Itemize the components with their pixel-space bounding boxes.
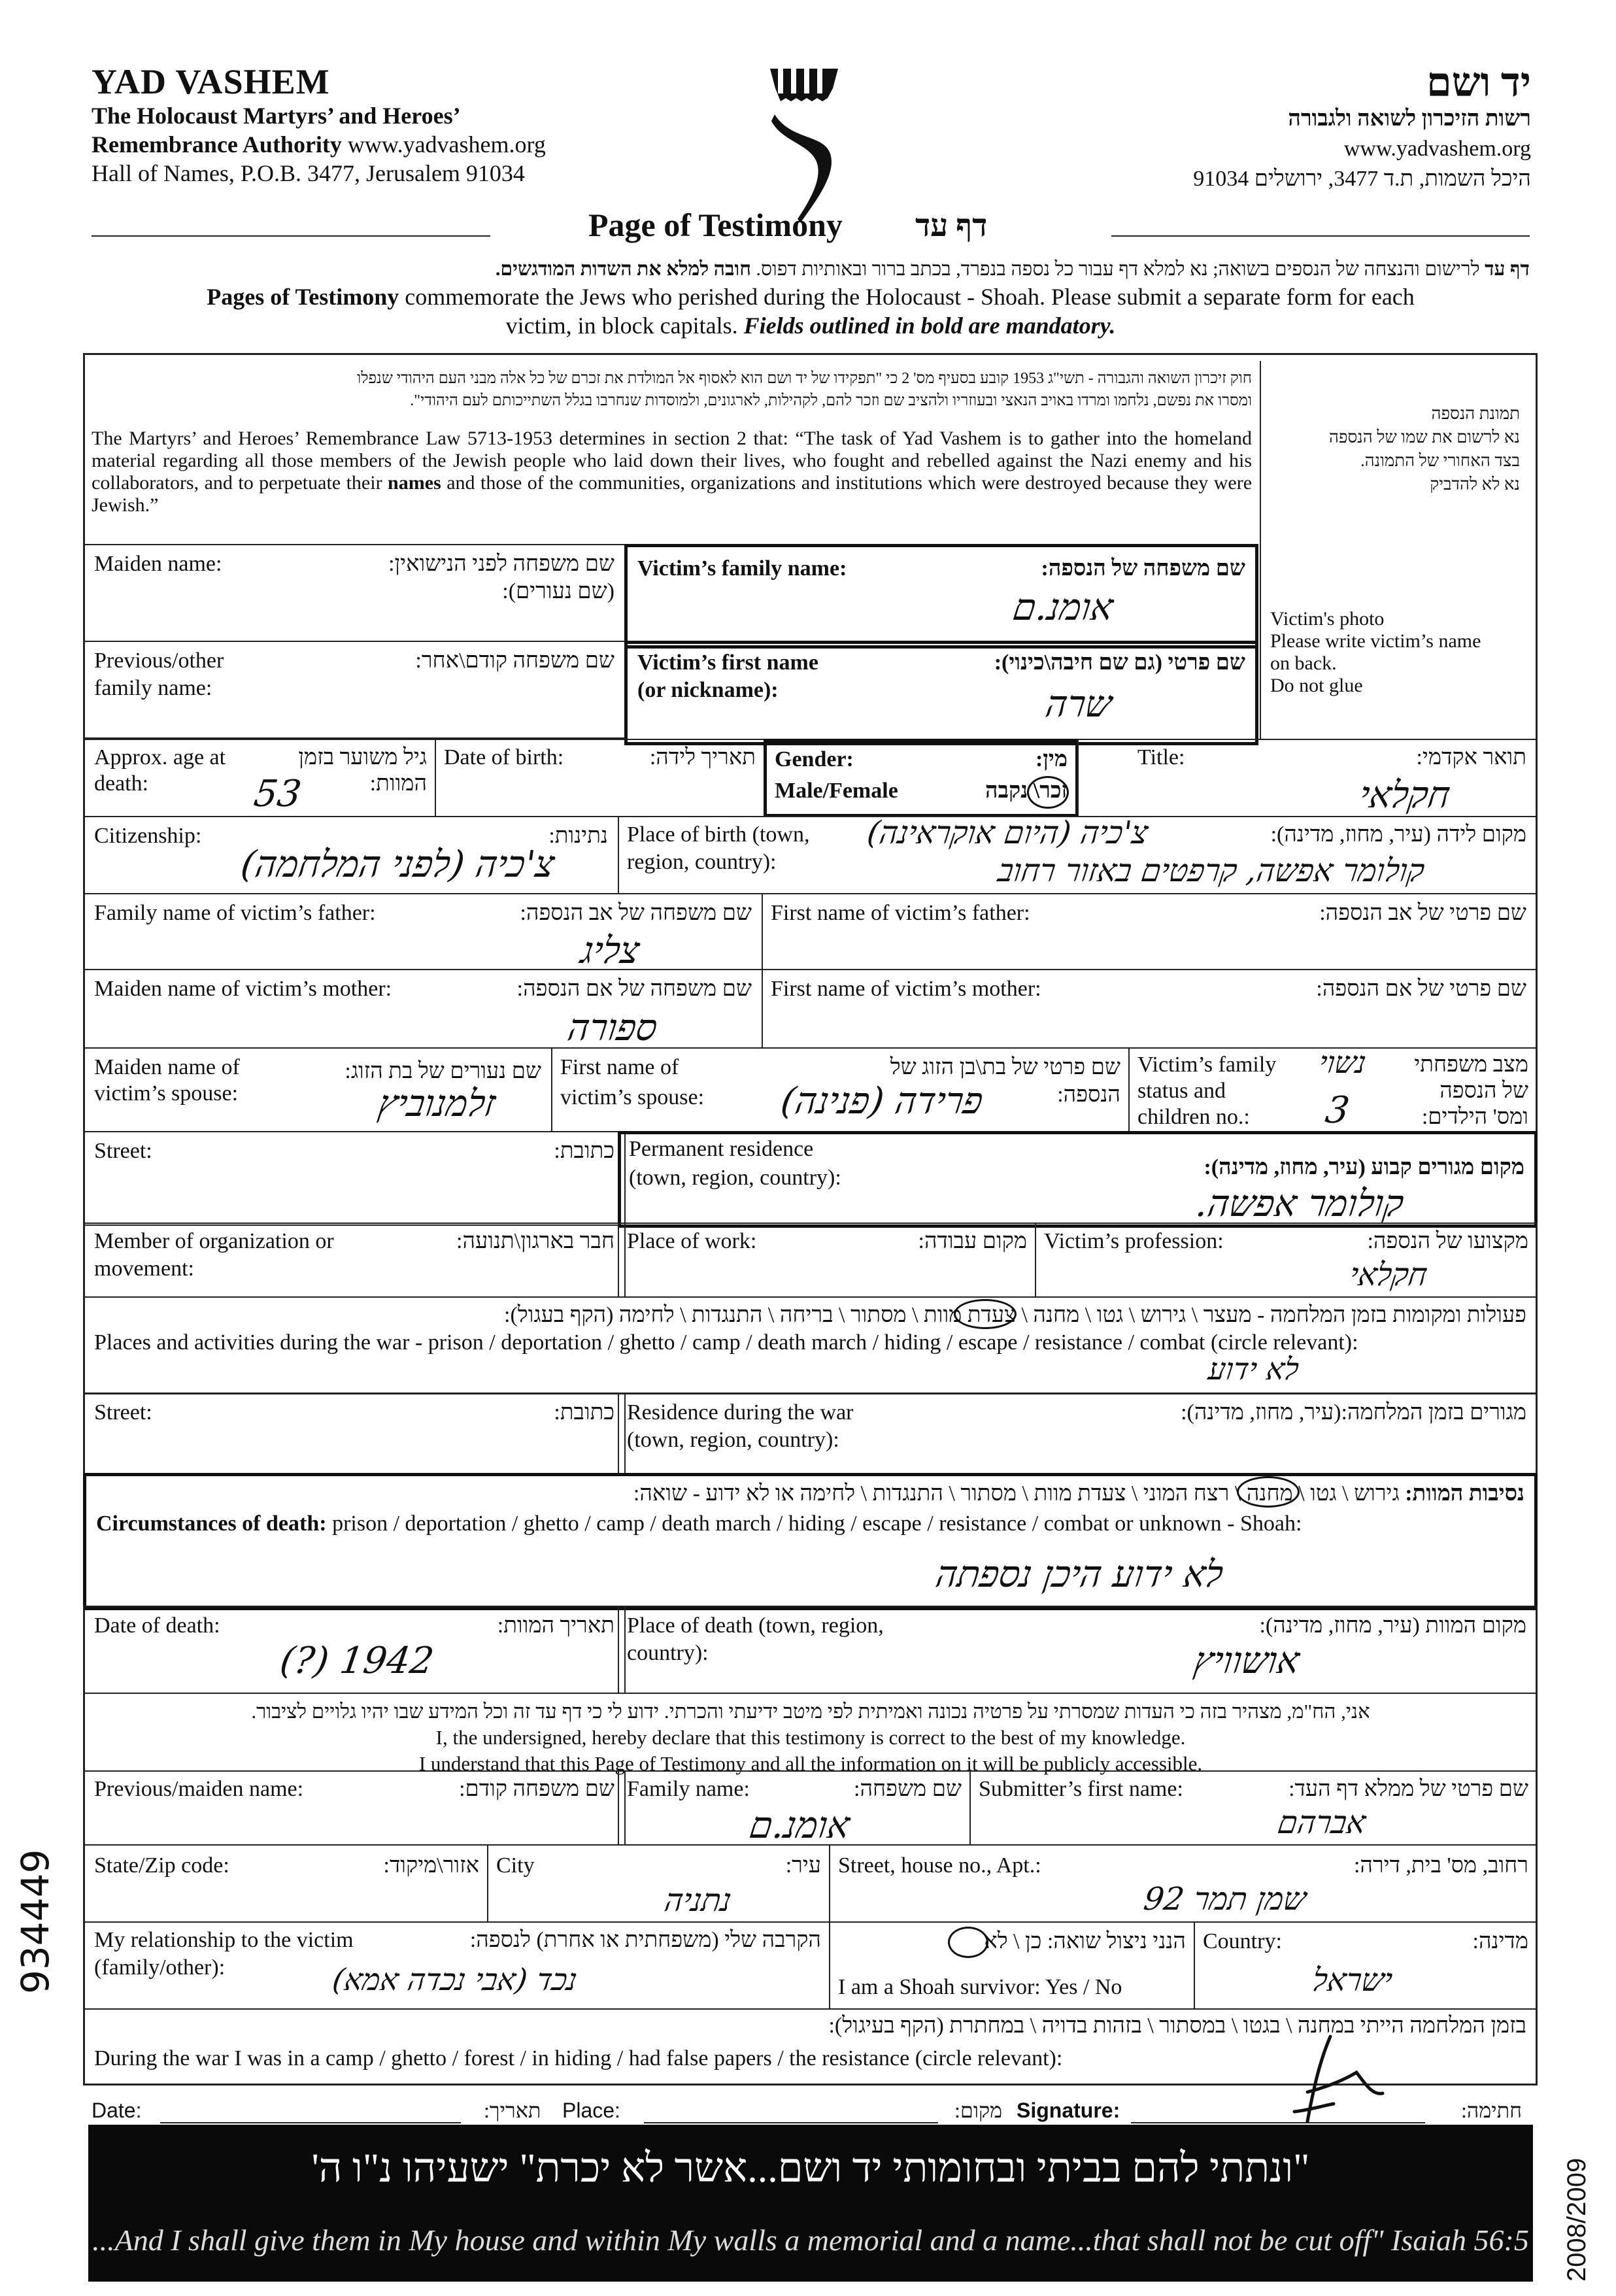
gender-male-circle-icon	[1027, 776, 1069, 809]
relationship-label-2: (family/other):	[94, 1955, 226, 1980]
profession-label: Victim’s profession:	[1044, 1229, 1224, 1253]
country-field[interactable]	[1194, 1921, 1538, 2010]
submitter-previous-name-field[interactable]	[83, 1770, 626, 1846]
perm-label-he: מקום מגורים קבוע (עיר, מחוז, מדינה):	[1204, 1155, 1524, 1179]
org-line2-en: Remembrance Authority www.yadvashem.org	[92, 131, 546, 158]
status-label-1: Victim’s family	[1137, 1053, 1277, 1077]
victim-first-name-label-he: שם פרטי (גם שם חיבה\כינוי):	[994, 650, 1245, 675]
previous-family-name-field[interactable]	[83, 641, 626, 739]
citizenship-value: צ'כיה (לפני המלחמה)	[238, 843, 558, 886]
header-left	[92, 62, 680, 188]
spouse-maiden-label-he: שם נעורים של בת הזוג:	[345, 1059, 541, 1083]
spouse-first-value: פרידה (פנינה)	[778, 1080, 986, 1123]
survivor-field[interactable]	[829, 1921, 1195, 2010]
spouse-first-label-he-2: הנספה:	[1057, 1083, 1120, 1107]
relationship-label-1: My relationship to the victim	[94, 1928, 354, 1952]
gender-label-he-2: זכר\ נקבה	[985, 779, 1068, 803]
place-of-death-field[interactable]	[618, 1606, 1538, 1694]
mother-maiden-label-he: שם משפחה של אם הנספה:	[516, 977, 752, 1001]
pod-label-2: country):	[627, 1641, 709, 1665]
date-label-he: תאריך:	[484, 2099, 541, 2122]
submitter-first-value: אברהם	[1275, 1804, 1368, 1841]
circumstances-label: Circumstances of death: prison / deportation / ghetto / camp / death march / hiding / escape / resistance / combat or unknown - Shoah:	[96, 1511, 1302, 1536]
submitter-street-label-he: רחוב, מס' בית, דירה:	[1353, 1853, 1528, 1878]
circumstances-value: לא ידוע היכן נספתה	[933, 1553, 1226, 1596]
mother-maiden-name-field[interactable]	[83, 969, 763, 1049]
law-text	[92, 367, 1252, 516]
city-field[interactable]	[487, 1844, 830, 1923]
survivor-label: I am a Shoah survivor: Yes / No	[838, 1975, 1122, 1999]
place-of-work-field[interactable]	[618, 1223, 1036, 1298]
work-label: Place of work:	[627, 1229, 757, 1253]
url-en[interactable]: www.yadvashem.org	[347, 131, 546, 158]
children-value: 3	[1322, 1089, 1353, 1132]
spouse-first-label-1: First name of	[560, 1055, 679, 1079]
father-first-name-label: First name of victim’s father:	[771, 901, 1030, 925]
footer-quote-band	[88, 2125, 1533, 2282]
mother-first-name-label-he: שם פרטי של אם הנספה:	[1316, 977, 1526, 1001]
intro-he: דף עד לרישום והנצחה של הנספים בשואה; נא למלא דף עבור כל נספה בנפרד, בכתב ברור ובאותיות דפוס. חובה למלא את השדות המודגשים.	[495, 258, 1530, 280]
city-label-he: עיר:	[785, 1853, 821, 1878]
age-value: 53	[251, 773, 304, 815]
spouse-maiden-label-1: Maiden name of	[94, 1055, 240, 1079]
dod-label-he: תאריך המוות:	[497, 1613, 614, 1638]
dod-label: Date of death:	[94, 1613, 220, 1638]
father-family-name-label: Family name of victim’s father:	[94, 901, 376, 925]
mother-maiden-value: ספורה	[565, 1007, 660, 1049]
address-he: היכל השמות, ת.ד 3477, ירושלים 91034	[1193, 167, 1531, 191]
form-version-code: 2008/2009	[1562, 2157, 1591, 2282]
previous-name-label-1: Previous/other	[94, 649, 224, 673]
victim-first-name-value: שרה	[1043, 683, 1115, 726]
country-label-he: מדינה:	[1472, 1929, 1528, 1953]
status-label-he-1: מצב משפחתי	[1414, 1053, 1528, 1077]
signature-label: Signature:	[1017, 2099, 1120, 2122]
perm-label-1: Permanent residence	[629, 1137, 814, 1161]
citizenship-label-he: נתינות:	[548, 824, 608, 848]
submitter-prev-label-he: שם משפחה קודם:	[459, 1777, 614, 1801]
permanent-residence-field[interactable]	[618, 1131, 1538, 1228]
spouse-first-name-field[interactable]	[551, 1047, 1130, 1132]
yad-vashem-logo-icon	[765, 62, 843, 226]
profession-label-he: מקצועו של הנספה:	[1367, 1229, 1528, 1253]
street-war-label: Street:	[94, 1400, 152, 1425]
submitter-street-value: שמן תמר 92	[1141, 1881, 1309, 1917]
place-of-birth-field[interactable]	[618, 816, 1538, 894]
org-line1-he: רשות הזיכרון לשואה ולגבורה	[1288, 107, 1531, 131]
declaration-en-2: I understand that this Page of Testimony and all the information on it will be publicly accessible.	[418, 1752, 1203, 1775]
circumstances-label-he: נסיבות המוות: גירוש \ גטו \ מחנה \ רצח המוני \ צעדת מוות \ מסתור \ התנגדות \ לחימה או לא ידוע - שואה:	[633, 1481, 1524, 1506]
perm-value: קולומר אפשה.	[1193, 1183, 1407, 1225]
place-label-he: מקום:	[954, 2099, 1003, 2122]
photo-instructions-he: תמונת הנספה נא לרשום את שמו של הנספה בצד האחורי של התמונה. נא לא להדביק	[1328, 404, 1520, 494]
member-label-1: Member of organization or	[94, 1229, 334, 1253]
dob-label: Date of birth:	[444, 745, 564, 769]
relationship-value: נכד (אבי נכדה אמא)	[330, 1962, 580, 1997]
header-right	[943, 62, 1531, 194]
gender-label-2: Male/Female	[775, 779, 898, 803]
victim-family-name-value: אומנ.ם	[1010, 586, 1116, 629]
spouse-first-label-2: victim’s spouse:	[560, 1085, 705, 1109]
title-label-he: תואר אקדמי:	[1416, 745, 1526, 769]
photo-area[interactable]	[1260, 361, 1261, 740]
footer-quote-en: ...And I shall give them in My house and within My walls a memorial and a name...that shall not be cut off" Isaiah 56:5	[92, 2223, 1529, 2257]
law-he-line1: חוק זיכרון השואה והגבורה - תשי"ג 1953 קובע בסעיף מס' 2 כי "תפקידו של יד ושם הוא לאסוף אל המולדת את זכרם של כל אלה מבני העם היהודי שנפלו	[357, 370, 1252, 387]
title-field[interactable]	[1077, 739, 1538, 817]
res-war-label-2: (town, region, country):	[627, 1428, 839, 1452]
father-first-name-value: צליג	[578, 930, 643, 972]
law-en: The Martyrs’ and Heroes’ Remembrance Law 5713-1953 determines in section 2 that: “The task of Yad Vashem is to gather into the homeland material regarding all those members of the Jewish people who laid down their lives, who fought and rebelled against the Nazi enemy and his collaborators, and to perpetuate their names and those of the communities, organizations and institutions which were destroyed because they were Jewish.”	[92, 428, 1253, 516]
relationship-label-he: הקרבה שלי (משפחתית או אחרת) לנספה:	[469, 1928, 821, 1952]
country-value: ישראל	[1310, 1962, 1395, 1999]
victim-family-name-field[interactable]	[624, 544, 1258, 649]
age-at-death-field[interactable]	[83, 739, 436, 817]
war-activities-label-he: פעולות ומקומות בזמן המלחמה - מעצר \ גירוש \ גטו \ מחנה \ צעדת מוות \ מסתור \ בריחה \ התנגדות \ לחימה (הקף בעגול):	[504, 1303, 1526, 1327]
submitter-first-label-he: שם פרטי של ממלא דף העד:	[1288, 1777, 1528, 1801]
street-field[interactable]	[83, 1131, 626, 1226]
victim-family-name-label: Victim’s family name:	[637, 556, 847, 581]
law-he-line2: ומסרו את נפשם, נלחמו ומרדו באויב הנאצי ובעוזריו ולהציב שם וזכר להם, לקהילות, לארגונים, ולמוסדות שנחרבו בגלל השתייכותם לעם היהודי".	[410, 392, 1252, 409]
previous-name-label-he: שם משפחה קודם\אחר:	[415, 649, 614, 673]
mother-first-name-field[interactable]	[762, 969, 1538, 1049]
res-war-label-he: מגורים בזמן המלחמה:(עיר, מחוז, מדינה):	[1181, 1400, 1526, 1425]
submitter-family-value: אומנ.ם	[747, 1804, 852, 1847]
spouse-maiden-label-2: victim’s spouse:	[94, 1081, 239, 1106]
maiden-name-label-he: שם משפחה לפני הנישואין:	[388, 552, 614, 576]
war-activities-field[interactable]	[83, 1296, 1538, 1394]
mother-first-name-label: First name of victim’s mother:	[771, 977, 1041, 1001]
city-label: City	[496, 1853, 535, 1878]
url-he[interactable]: www.yadvashem.org	[1343, 137, 1531, 161]
submitter-family-label-he: שם משפחה:	[854, 1777, 962, 1801]
street-label-he: כתובת:	[554, 1139, 614, 1163]
status-value: נשוי	[1317, 1045, 1369, 1080]
zip-label-he: אזור\מיקוד:	[383, 1853, 479, 1878]
city-value: נתניה	[662, 1882, 734, 1919]
pod-value: אושוויץ	[1191, 1640, 1302, 1682]
signature-label-he: חתימה:	[1461, 2099, 1523, 2122]
maiden-name-label-he2: (שם נעורים):	[502, 579, 614, 603]
street-war-field[interactable]	[83, 1393, 626, 1474]
status-label-2: status and	[1137, 1079, 1226, 1103]
declaration-en-1: I, the undersigned, hereby declare that this testimony is correct to the best of my knowledge.	[435, 1726, 1186, 1749]
title-value: חקלאי	[1356, 774, 1453, 817]
victim-first-name-label-1: Victim’s first name	[637, 650, 818, 675]
place-line[interactable]	[644, 2122, 938, 2123]
victim-first-name-label-2: (or nickname):	[637, 678, 779, 702]
pod-label-he: מקום המוות (עיר, מחוז, מדינה):	[1259, 1613, 1526, 1638]
submitter-street-field[interactable]	[829, 1844, 1538, 1923]
pob-label-1: Place of birth (town,	[627, 822, 810, 847]
camp-circle-icon	[954, 1299, 1017, 1329]
gender-label-1: Gender:	[775, 747, 854, 771]
photo-instructions-en: Victim's photo Please write victim’s name on back. Do not glue	[1270, 608, 1481, 696]
spouse-first-label-he-1: שם פרטי של בת\בן הזוג של	[890, 1055, 1120, 1079]
intro-en-line2: victim, in block capitals. Fields outlined in bold are mandatory.	[505, 312, 1116, 339]
date-of-death-field[interactable]	[83, 1606, 626, 1694]
age-label-1: Approx. age at	[94, 745, 226, 769]
pob-label-2: region, country):	[627, 850, 777, 874]
submitter-family-name-field[interactable]	[618, 1770, 971, 1846]
intro-en-line1: Pages of Testimony commemorate the Jews who perished during the Holocaust - Shoah. Please submit a separate form for each	[207, 284, 1415, 310]
survivor-label-he: הנני ניצול שואה: כן \ לא	[984, 1929, 1186, 1953]
citizenship-field[interactable]	[83, 816, 619, 894]
pob-label-he: מקום לידה (עיר, מחוז, מדינה):	[1270, 822, 1526, 847]
previous-name-label-2: family name:	[94, 676, 212, 700]
declaration-he: אני, הח"מ, מצהיר בזה כי העדות שמסרתי על פרטיה נכונה ואמיתית לפי מיטב ידיעתי והכרתי. ידוע לי כי דף עד זה וכל המידע שבו יהיו גלויים לציבור.	[251, 1700, 1370, 1723]
father-first-name-field[interactable]	[762, 893, 1538, 970]
footer-quote-he: "ונתתי להם בביתי ובחומותי יד ושם...אשר לא יכרת" ישעיהו נ"ו ה'	[311, 2146, 1310, 2191]
work-label-he: מקום עבודה:	[918, 1229, 1027, 1253]
org-name-en: YAD VASHEM	[92, 62, 330, 101]
war-activities-value: לא ידוע	[1206, 1351, 1302, 1387]
submitter-first-name-field[interactable]	[969, 1770, 1538, 1846]
member-label-he: חבר בארגון\תנועה:	[456, 1229, 614, 1253]
pod-label-1: Place of death (town, region,	[627, 1613, 884, 1638]
age-label-he-1: גיל משוער בזמן	[298, 745, 427, 769]
perm-label-2: (town, region, country):	[629, 1166, 841, 1190]
member-label-2: movement:	[94, 1257, 194, 1281]
profession-field[interactable]	[1035, 1223, 1538, 1298]
handwritten-signature	[1268, 2033, 1386, 2125]
father-first-name-label-he: שם פרטי של אב הנספה:	[1319, 901, 1526, 925]
status-label-he-3: ומס' הילדים:	[1421, 1105, 1528, 1129]
country-label: Country:	[1203, 1929, 1282, 1953]
side-reference-number: 934449	[13, 1849, 58, 1994]
gender-label-he-1: מין:	[1035, 747, 1068, 771]
victim-family-name-label-he: שם משפחה של הנספה:	[1041, 556, 1245, 581]
circumstances-of-death-field[interactable]	[83, 1473, 1538, 1610]
submitter-first-label: Submitter’s first name:	[979, 1777, 1183, 1801]
title-rule-left	[92, 235, 490, 237]
street-war-label-he: כתובת:	[554, 1400, 614, 1425]
title-label: Title:	[1137, 745, 1185, 769]
submitter-prev-label: Previous/maiden name:	[94, 1777, 304, 1801]
father-family-name-label-he: שם משפחה של אב הנספה:	[520, 901, 752, 925]
father-family-name-field[interactable]	[83, 893, 763, 970]
org-name-he: יד ושם	[1426, 61, 1531, 105]
title-rule-right	[1111, 235, 1530, 237]
date-label: Date:	[92, 2099, 142, 2122]
dob-label-he: תאריך לידה:	[649, 745, 756, 769]
declaration	[92, 1698, 1530, 1777]
mother-maiden-label: Maiden name of victim’s mother:	[94, 977, 392, 1001]
street-label: Street:	[94, 1139, 152, 1163]
pob-value-2: קולומר אפשה, קרפטים באזור רחוב	[996, 853, 1427, 889]
zip-label: State/Zip code:	[94, 1853, 229, 1878]
status-label-3: children no.:	[1137, 1105, 1250, 1129]
res-war-label-1: Residence during the war	[627, 1400, 854, 1425]
relationship-field[interactable]	[83, 1921, 830, 2010]
dod-value: (?) 1942	[277, 1640, 437, 1682]
submitter-war-label: During the war I was in a camp / ghetto / forest / in hiding / had false papers / the resistance (circle relevant):	[94, 2046, 1063, 2070]
victim-first-name-field[interactable]	[624, 641, 1258, 745]
citizenship-label: Citizenship:	[94, 824, 202, 848]
residence-war-field[interactable]	[618, 1393, 1538, 1474]
spouse-maiden-name-field[interactable]	[83, 1047, 552, 1132]
age-label-he-2: המוות:	[369, 771, 427, 796]
place-label: Place:	[562, 2099, 620, 2122]
survivor-no-circle-icon	[948, 1927, 988, 1958]
organization-member-field[interactable]	[83, 1223, 626, 1298]
page-title-he: דף עד	[915, 209, 988, 243]
pob-value-1: צ'כיה (היום אוקראינה)	[865, 815, 1151, 851]
age-label-2: death:	[94, 771, 149, 796]
address-en: Hall of Names, P.O.B. 3477, Jerusalem 91034	[92, 160, 525, 186]
zip-field[interactable]	[83, 1844, 488, 1923]
date-of-birth-field[interactable]	[435, 739, 765, 817]
intro	[92, 256, 1530, 340]
profession-value: חקלאי	[1347, 1257, 1430, 1293]
spouse-maiden-value: זלמנוביץ	[375, 1083, 498, 1125]
family-status-field[interactable]	[1128, 1047, 1538, 1132]
submitter-family-label: Family name:	[627, 1777, 750, 1801]
submitter-street-label: Street, house no., Apt.:	[838, 1853, 1041, 1878]
gender-field[interactable]	[764, 739, 1079, 817]
war-activities-label: Places and activities during the war - prison / deportation / ghetto / camp / death march / hiding / escape / resistance / combat (circle relevant):	[94, 1330, 1358, 1355]
maiden-name-field[interactable]	[83, 544, 626, 642]
page-title-en: Page of Testimony	[588, 207, 843, 243]
submitter-war-label-he: בזמן המלחמה הייתי במחנה \ בגטו \ במסתור \ בזהות בדויה \ במחתרת (הקף בעיגול):	[828, 2014, 1526, 2038]
date-line[interactable]	[160, 2122, 461, 2123]
status-label-he-2: של הנספה	[1439, 1079, 1528, 1103]
maiden-name-label: Maiden name:	[94, 552, 222, 576]
org-line1-en: The Holocaust Martyrs’ and Heroes’	[92, 103, 461, 129]
camp-death-circle-icon	[1237, 1476, 1300, 1508]
